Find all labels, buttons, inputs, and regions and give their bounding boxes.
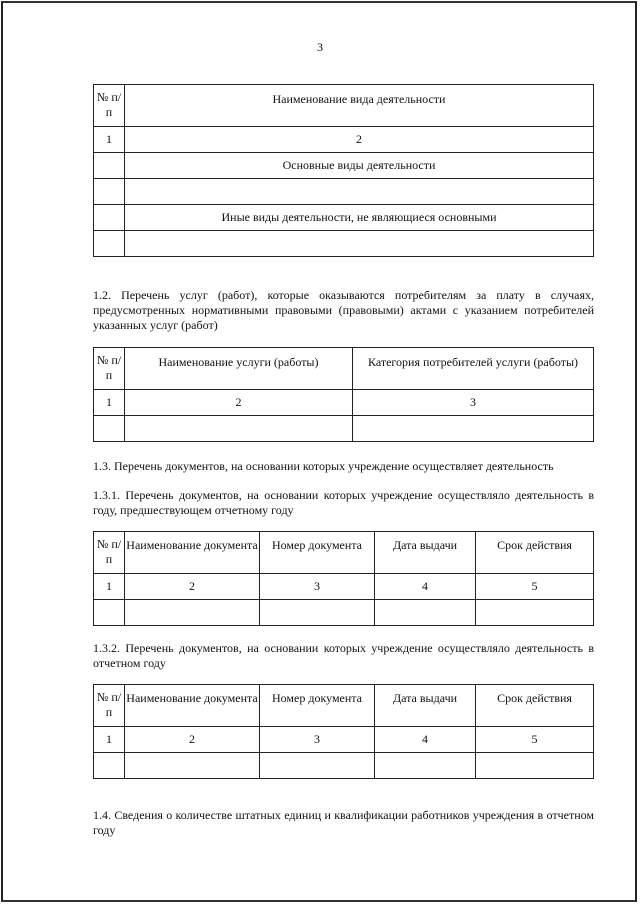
empty-cell xyxy=(125,179,594,205)
empty-cell xyxy=(94,416,125,442)
header-cell-activity-name: Наименование вида деятельности xyxy=(125,85,594,127)
empty-cell xyxy=(375,753,476,779)
header-cell-validity: Срок действия xyxy=(476,532,594,574)
header-cell-issue-date: Дата выдачи xyxy=(375,685,476,727)
empty-cell xyxy=(260,600,375,626)
header-cell-number: № п/п xyxy=(94,532,125,574)
header-cell-issue-date: Дата выдачи xyxy=(375,532,476,574)
empty-cell xyxy=(94,179,125,205)
numbering-cell: 4 xyxy=(375,574,476,600)
table-row xyxy=(94,416,594,442)
table-header-row xyxy=(94,532,594,574)
empty-cell xyxy=(125,753,260,779)
table-section-row xyxy=(94,153,594,179)
empty-cell xyxy=(476,600,594,626)
numbering-cell: 4 xyxy=(375,727,476,753)
empty-cell xyxy=(94,153,125,179)
section-1-3-text: 1.3. Перечень документов, на основании которых учреждение осуществляет деятельность xyxy=(93,459,554,473)
empty-cell xyxy=(375,600,476,626)
empty-cell xyxy=(94,600,125,626)
empty-cell xyxy=(94,205,125,231)
header-cell-number: № п/п xyxy=(94,348,125,390)
empty-cell xyxy=(476,753,594,779)
numbering-cell: 3 xyxy=(353,390,594,416)
table-numbering-row xyxy=(94,727,594,753)
numbering-cell: 5 xyxy=(476,727,594,753)
header-cell-number: № п/п xyxy=(94,685,125,727)
page-number: 3 xyxy=(317,40,323,54)
numbering-cell: 3 xyxy=(260,727,375,753)
section-1-2-text: 1.2. Перечень услуг (работ), которые оказываются потребителям за плату в случаях, предусмотренных нормативными правовыми (правовыми) актами с указанием потребителей указанных услуг (работ) xyxy=(93,288,594,332)
section-1-3-1-text: 1.3.1. Перечень документов, на основании которых учреждение осуществляло деятельность в году, предшествующем отчетному году xyxy=(93,488,594,517)
table-row xyxy=(94,231,594,257)
section-other-activities: Иные виды деятельности, не являющиеся основными xyxy=(125,205,594,231)
header-cell-service-name: Наименование услуги (работы) xyxy=(125,348,353,390)
numbering-cell: 2 xyxy=(125,127,594,153)
numbering-cell: 1 xyxy=(94,390,125,416)
empty-cell xyxy=(353,416,594,442)
empty-cell xyxy=(125,600,260,626)
services-table xyxy=(93,347,594,442)
table-numbering-row xyxy=(94,390,594,416)
table-header-row xyxy=(94,348,594,390)
empty-cell xyxy=(125,231,594,257)
activities-table xyxy=(93,84,594,257)
numbering-cell: 2 xyxy=(125,727,260,753)
section-main-activities: Основные виды деятельности xyxy=(125,153,594,179)
header-cell-document-number: Номер документа xyxy=(260,532,375,574)
numbering-cell: 1 xyxy=(94,574,125,600)
empty-cell xyxy=(125,416,353,442)
header-cell-document-name: Наименование документа xyxy=(125,532,260,574)
table-header-row xyxy=(94,85,594,127)
numbering-cell: 1 xyxy=(94,127,125,153)
numbering-cell: 2 xyxy=(125,574,260,600)
table-numbering-row xyxy=(94,127,594,153)
table-row xyxy=(94,600,594,626)
section-1-4-text: 1.4. Сведения о количестве штатных единиц и квалификации работников учреждения в отчетном году xyxy=(93,808,594,837)
header-cell-number: № п/п xyxy=(94,85,125,127)
table-row xyxy=(94,179,594,205)
header-cell-document-name: Наименование документа xyxy=(125,685,260,727)
numbering-cell: 3 xyxy=(260,574,375,600)
table-header-row xyxy=(94,685,594,727)
numbering-cell: 5 xyxy=(476,574,594,600)
table-numbering-row xyxy=(94,574,594,600)
header-cell-consumer-category: Категория потребителей услуги (работы) xyxy=(353,348,594,390)
empty-cell xyxy=(260,753,375,779)
table-section-row xyxy=(94,205,594,231)
section-1-3-2-text: 1.3.2. Перечень документов, на основании которых учреждение осуществляло деятельность в отчетном году xyxy=(93,641,594,670)
empty-cell xyxy=(94,231,125,257)
documents-previous-year-table xyxy=(93,531,594,626)
table-row xyxy=(94,753,594,779)
numbering-cell: 2 xyxy=(125,390,353,416)
header-cell-validity: Срок действия xyxy=(476,685,594,727)
documents-reporting-year-table xyxy=(93,684,594,779)
header-cell-document-number: Номер документа xyxy=(260,685,375,727)
empty-cell xyxy=(94,753,125,779)
numbering-cell: 1 xyxy=(94,727,125,753)
